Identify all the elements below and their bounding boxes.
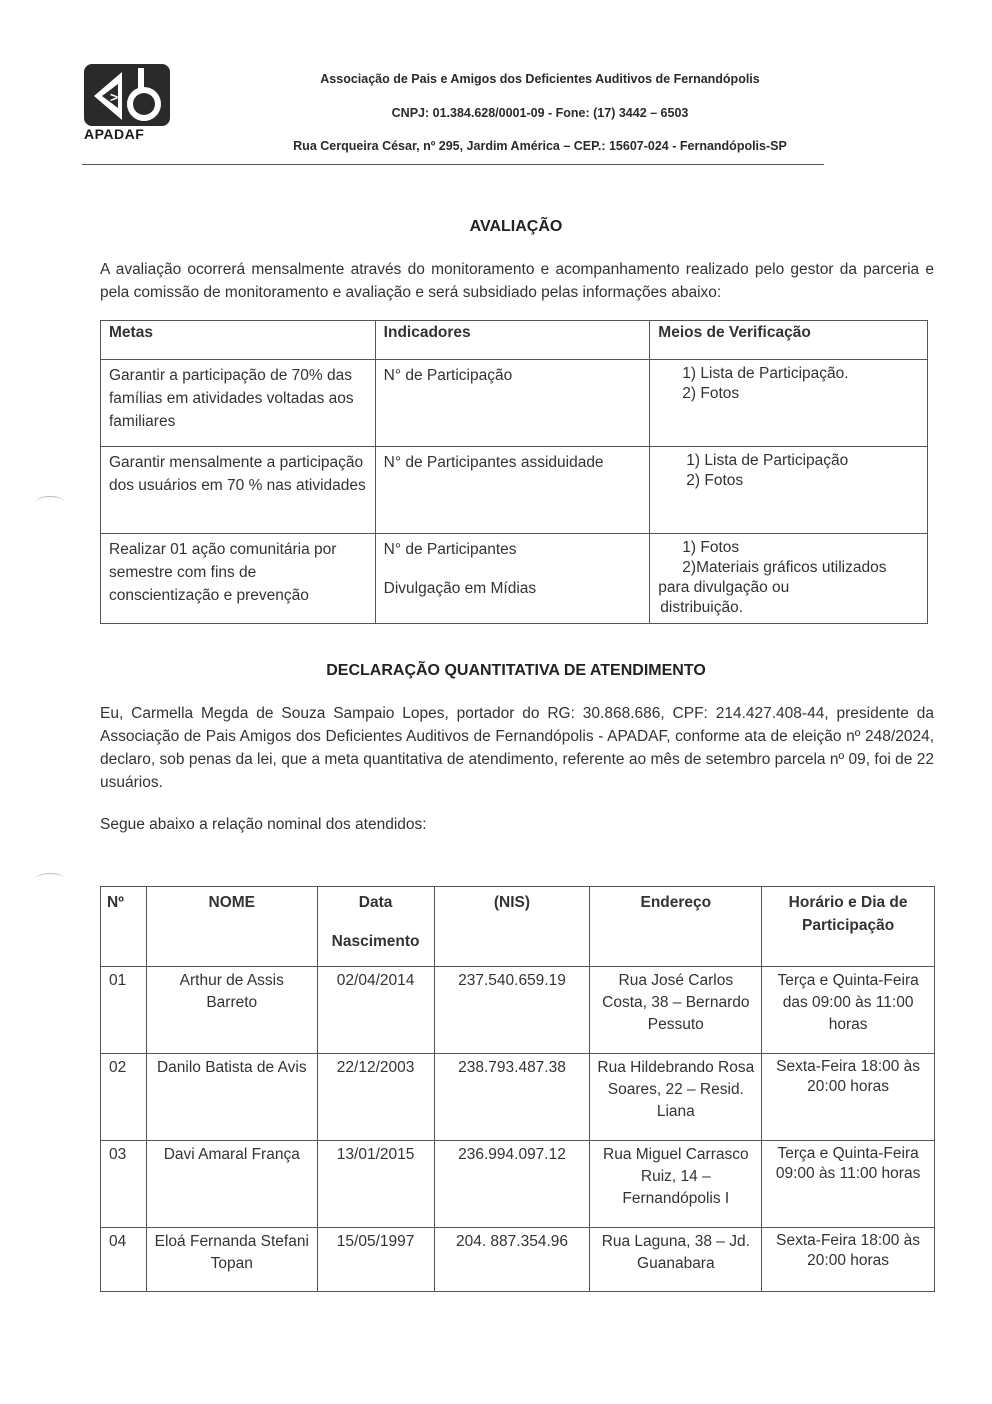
header-divider [82, 164, 824, 165]
row-horario: Sexta-Feira 18:00 às 20:00 horas [762, 1054, 935, 1141]
declaracao-title: DECLARAÇÃO QUANTITATIVA DE ATENDIMENTO [326, 662, 706, 679]
col-nome: NOME [146, 887, 317, 967]
avaliacao-table [100, 320, 928, 624]
col-meios: Meios de Verificação [650, 321, 928, 360]
indicador-line: Divulgação em Mídias [383, 580, 537, 597]
meio-item: 2) Fotos [686, 472, 744, 489]
meta-cell: Garantir a participação de 70% das famílias em atividades voltadas aos familiares [101, 360, 376, 447]
col-data-label: Data [358, 894, 393, 911]
row-nascimento: 02/04/2014 [317, 967, 434, 1054]
col-nis: (NIS) [434, 887, 590, 967]
meio-item: distribuição. [660, 599, 744, 616]
row-nascimento: 15/05/1997 [317, 1228, 434, 1292]
row-num: 02 [101, 1054, 147, 1141]
indicador-cell [375, 534, 650, 624]
row-num: 03 [101, 1141, 147, 1228]
declaracao-text: Eu, Carmella Megda de Souza Sampaio Lopes, portador do RG: 30.868.686, CPF: 214.427.408-44, presidente da Associação de Pais Amigos dos Deficientes Auditivos de Fernandópolis - APADAF, conforme ata de eleição nº 248/2024, declaro, sob penas da lei, que a meta quantitativa de atendimento, referente ao mês de setembro parcela nº 09, foi de 22 usuários. [100, 705, 934, 791]
table-row [101, 1228, 935, 1292]
meios-cell [650, 447, 928, 534]
row-num: 01 [101, 967, 147, 1054]
meta-cell: Realizar 01 ação comunitária por semestre com fins de conscientização e prevenção [101, 534, 376, 624]
col-num: Nº [101, 887, 147, 967]
avaliacao-intro: A avaliação ocorrerá mensalmente através do monitoramento e acompanhamento realizado pelo gestor da parceria e pela comissão de monitoramento e avaliação e será subsidiado pelas informações abaixo: [100, 261, 934, 301]
org-name: Associação de Pais e Amigos dos Deficientes Auditivos de Fernandópolis [320, 72, 760, 86]
row-horario: Terça e Quinta-Feira 09:00 às 11:00 horas [762, 1141, 935, 1228]
meio-item: 1) Lista de Participação. [682, 365, 849, 382]
segue-text: Segue abaixo a relação nominal dos atendidos: [100, 816, 427, 833]
row-nascimento: 22/12/2003 [317, 1054, 434, 1141]
meios-cell [650, 360, 928, 447]
indicador-cell: N° de Participantes assiduidade [375, 447, 650, 534]
row-nome: Arthur de Assis Barreto [146, 967, 317, 1054]
row-endereco: Rua Hildebrando Rosa Soares, 22 – Resid. Liana [590, 1054, 762, 1141]
row-horario: Sexta-Feira 18:00 às 20:00 horas [762, 1228, 935, 1292]
logo-text: APADAF [84, 126, 145, 142]
row-nome: Davi Amaral França [146, 1141, 317, 1228]
row-nome: Eloá Fernanda Stefani Topan [146, 1228, 317, 1292]
meio-item: 1) Fotos [682, 539, 740, 556]
table-row [101, 1141, 935, 1228]
org-contact: CNPJ: 01.384.628/0001-09 - Fone: (17) 3442 – 6503 [391, 106, 689, 120]
row-nis: 237.540.659.19 [434, 967, 590, 1054]
meio-item: 2) Fotos [682, 385, 740, 402]
row-nome: Danilo Batista de Avis [146, 1054, 317, 1141]
row-nascimento: 13/01/2015 [317, 1141, 434, 1228]
avaliacao-title: AVALIAÇÃO [469, 218, 563, 235]
avaliacao-row [101, 534, 928, 624]
indicador-line: N° de Participantes [383, 541, 517, 558]
row-horario: Terça e Quinta-Feira das 09:00 às 11:00 horas [762, 967, 935, 1054]
row-endereco: Rua Miguel Carrasco Ruiz, 14 – Fernandópolis I [590, 1141, 762, 1228]
row-endereco: Rua José Carlos Costa, 38 – Bernardo Pessuto [590, 967, 762, 1054]
row-nis: 238.793.487.38 [434, 1054, 590, 1141]
col-horario: Horário e Dia de Participação [762, 887, 935, 967]
scan-mark [36, 496, 64, 507]
table-row [101, 1054, 935, 1141]
meio-item: 2)Materiais gráficos utilizados [682, 559, 887, 576]
col-nascimento-label: Nascimento [331, 933, 420, 950]
scan-mark [36, 873, 64, 884]
col-endereco: Endereço [590, 887, 762, 967]
col-indicadores: Indicadores [375, 321, 650, 360]
svg-text:>: > [110, 89, 119, 105]
col-metas: Metas [101, 321, 376, 360]
avaliacao-row [101, 447, 928, 534]
row-endereco: Rua Laguna, 38 – Jd. Guanabara [590, 1228, 762, 1292]
meios-cell [650, 534, 928, 624]
avaliacao-row [101, 360, 928, 447]
meta-cell: Garantir mensalmente a participação dos usuários em 70 % nas atividades [101, 447, 376, 534]
org-address: Rua Cerqueira César, nº 295, Jardim América – CEP.: 15607-024 - Fernandópolis-SP [293, 139, 787, 153]
row-nis: 204. 887.354.96 [434, 1228, 590, 1292]
row-num: 04 [101, 1228, 147, 1292]
col-data-nascimento [317, 887, 434, 967]
meio-item: para divulgação ou [658, 579, 790, 596]
meio-item: 1) Lista de Participação [686, 452, 849, 469]
indicador-cell: N° de Participação [375, 360, 650, 447]
row-nis: 236.994.097.12 [434, 1141, 590, 1228]
avaliacao-header-row [101, 321, 928, 360]
table-row [101, 967, 935, 1054]
atendidos-table [100, 886, 935, 1292]
atendidos-header-row [101, 887, 935, 967]
